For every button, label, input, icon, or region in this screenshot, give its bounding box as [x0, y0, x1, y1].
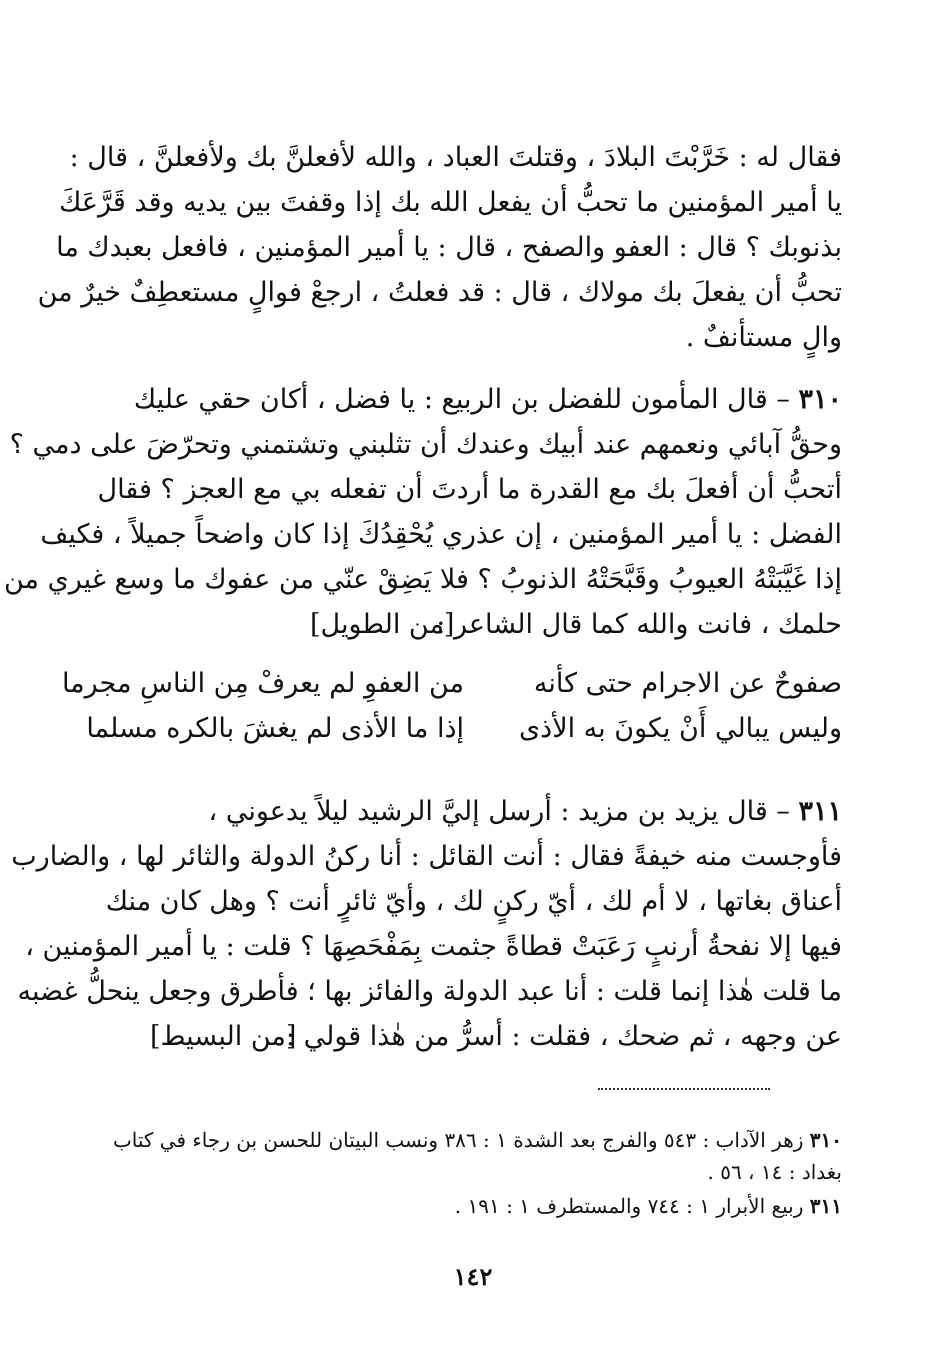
text-line: تحبُّ أن يفعلَ بك مولاك ، قال : قد فعلتُ ، ارجعْ فوالٍ مستعطِفٌ خيرٌ من: [37, 277, 842, 308]
text-line: فقال له : خَرَّبْتَ البلادَ ، وقتلتَ العباد ، والله لأفعلنَّ بك ولأفعلنَّ ، قال :: [69, 142, 842, 173]
verse-first-hemistich: صفوحٌ عن الاجرام حتى كأنه: [533, 668, 842, 699]
footnote-311: [102, 1190, 842, 1222]
text-line: ما قلت هٰذا إنما قلت : أنا عبد الدولة والفائز بها ؛ فأطرق وجعل ينحلُّ غضبه: [17, 976, 842, 1007]
text-line: والٍ مستأنفٌ .: [685, 322, 842, 353]
footnote-text: ربيع الأبرار ١ : ٧٤٤ والمستطرف ١ : ١٩١ .: [454, 1194, 804, 1218]
text-line: – قال يزيد بن مزيد : أرسل إليَّ الرشيد ليلاً يدعوني ،: [208, 796, 790, 827]
footnote-text: بغداد : ١٤ ، ٥٦ .: [707, 1160, 842, 1184]
text-line: حلمك ، فانت والله كما قال الشاعر :: [436, 609, 842, 640]
text-line: يا أمير المؤمنين ما تحبُّ أن يفعل الله بك إذا وقفتَ بين يديه وقد قَرَّعَكَ: [59, 187, 842, 218]
footnote-text: زهر الآداب : ٥٤٣ والفرج بعد الشدة ١ : ٣٨٦ ونسب البيتان للحسن بن رجاء في كتاب: [112, 1128, 804, 1152]
text-line: الفضل : يا أمير المؤمنين ، إن عذري يُحْقِدُكَ إذا كان واضحاً جميلاً ، فكيف: [40, 519, 842, 550]
page-number: ١٤٢: [453, 1262, 493, 1291]
footnote-310: [102, 1124, 842, 1156]
text-line: أتحبُّ أن أفعلَ بك مع القدرة ما أردتَ أن تفعله بي مع العجز ؟ فقال: [97, 474, 842, 505]
footnote-number: ٣١١: [809, 1194, 842, 1218]
text-line: بذنوبك ؟ قال : العفو والصفح ، قال : يا أمير المؤمنين ، فافعل بعبدك ما: [56, 232, 842, 263]
entry-311-first-line: [102, 790, 842, 834]
entry-number: ٣١١: [798, 796, 842, 827]
footnote-number: ٣١٠: [809, 1128, 842, 1152]
entry-number: ٣١٠: [798, 384, 842, 415]
text-line: عن وجهه ، ثم ضحك ، فقلت : أسرُّ من هٰذا قولي :: [285, 1021, 842, 1052]
text-line: فيها إلا نفحةُ أرنبٍ رَعَبَتْ قطاةً جثمت بِمَفْحَصِهَا ؟ قلت : يا أمير المؤمنين ،: [25, 931, 842, 962]
text-line: – قال المأمون للفضل بن الربيع : يا فضل ، أكان حقي عليك: [133, 384, 790, 415]
meter-label: [من البسيط]: [150, 1021, 297, 1052]
text-line: إذا غَيَّبَتْهُ العيوبُ وقَبَّحَتْهُ الذنوبُ ؟ فلا يَضِقْ عنّي من عفوك ما وسع غيري من: [4, 564, 842, 595]
text-line: وحقُّ آبائي ونعمهم عند أبيك وعندك أن تثلبني وتشتمني وتحرّضَ على دمي ؟: [9, 429, 842, 460]
text-line: أعناق بغاتها ، لا أم لك ، أيّ ركنٍ لك ، وأيّ ثائرٍ أنت ؟ وهل كان منك: [105, 886, 842, 917]
verse-first-hemistich: وليس يبالي أَنْ يكونَ به الأذى: [519, 713, 842, 744]
verse-second-hemistich: إذا ما الأذى لم يغشَ بالكره مسلما: [86, 713, 464, 744]
entry-310-first-line: [102, 378, 842, 422]
footnote-separator: [598, 1088, 770, 1090]
meter-label: [من الطويل]: [310, 609, 455, 640]
text-line: فأوجست منه خيفةً فقال : أنت القائل : أنا ركنُ الدولة والثائر لها ، والضارب: [11, 841, 842, 872]
verse-second-hemistich: من العفوِ لم يعرفْ مِن الناسِ مجرما: [61, 668, 464, 699]
